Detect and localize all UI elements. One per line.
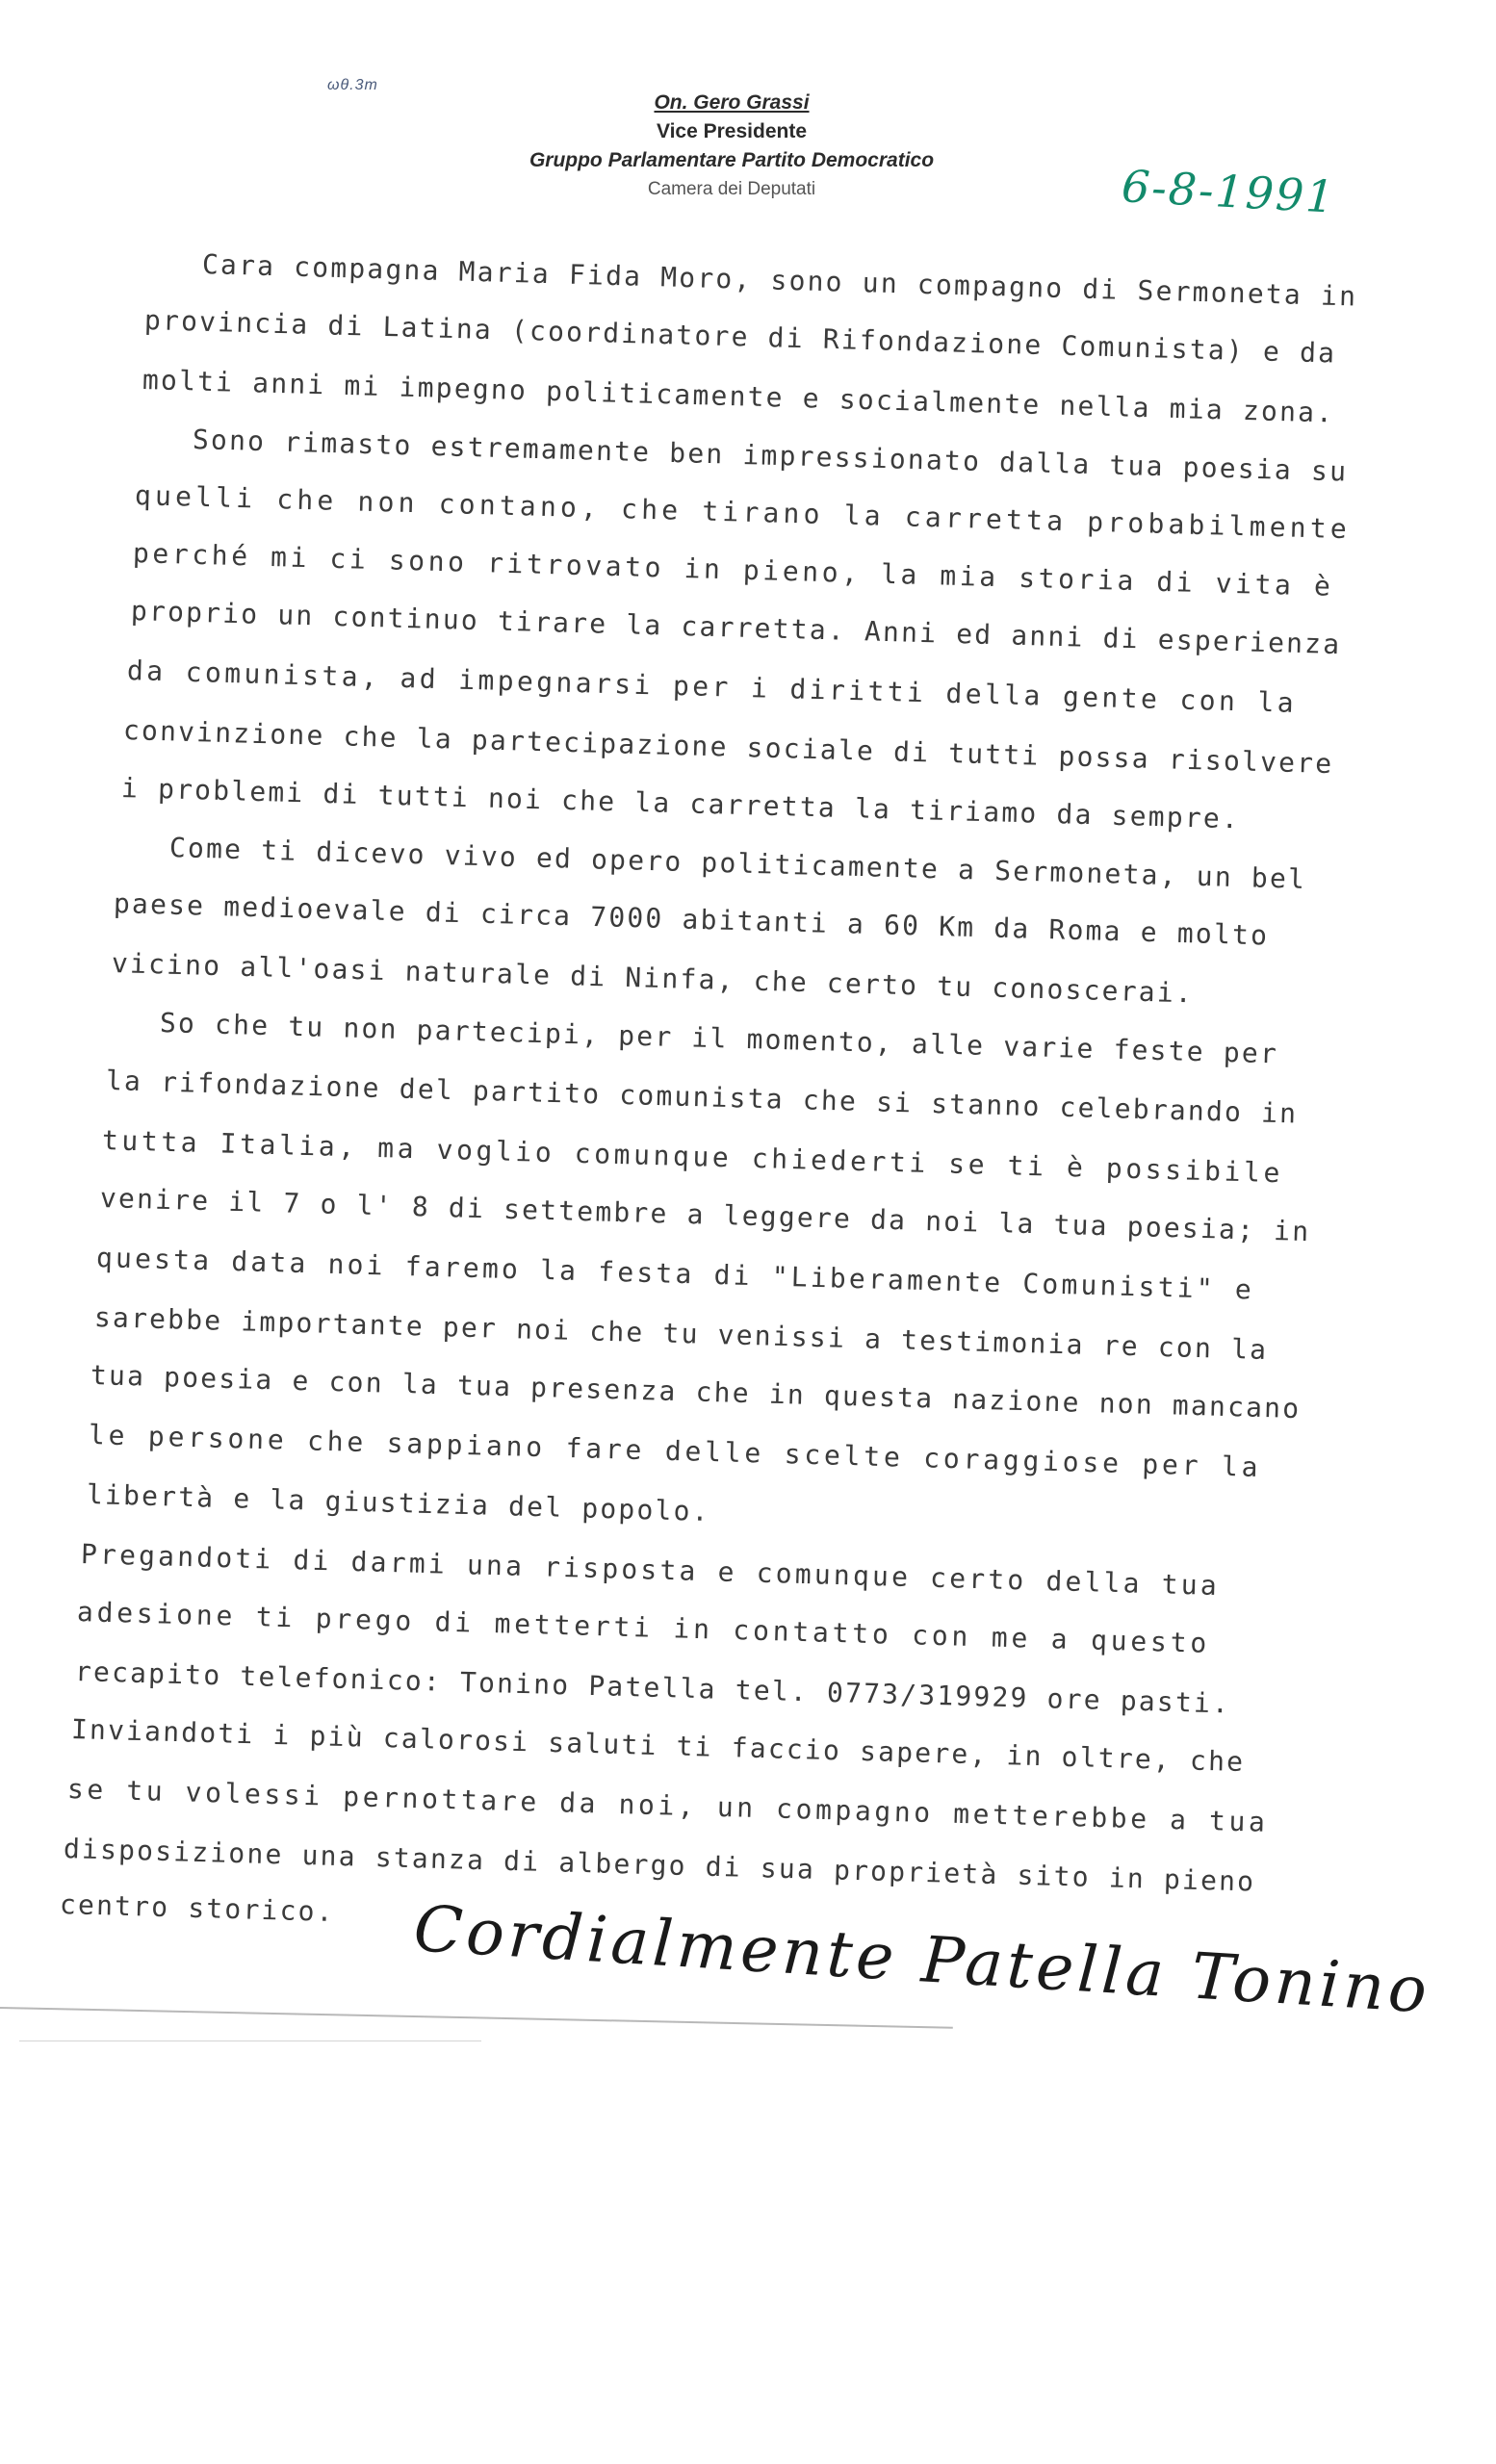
letter-line: centro storico. [59, 1888, 336, 1928]
letter-line: questa data noi faremo la festa di "Liberamente Comunisti" e [95, 1242, 1255, 1306]
handwritten-date: 6-8-1991 [1120, 160, 1337, 223]
letterhead-name: On. Gero Grassi [654, 91, 810, 114]
letter-line: tutta Italia, ma voglio comunque chiederti se ti è possibile [101, 1124, 1284, 1190]
letter-line: adesione ti prego di metterti in contatto con me a questo [76, 1596, 1211, 1659]
page-edge-line [19, 2040, 481, 2041]
letter-line: Cara compagna Maria Fida Moro, sono un compagno di Sermoneta in [201, 248, 1358, 313]
letter-line: tua poesia e con la tua presenza che in questa nazione non mancano [90, 1359, 1302, 1425]
letter-line: disposizione una stanza di albergo di sua proprietà sito in pieno [63, 1833, 1256, 1898]
letter-line: paese medioevale di circa 7000 abitanti a 60 Km da Roma e molto [113, 887, 1270, 952]
handwritten-signature: Cordialmente Patella Tonino [411, 1891, 1433, 2028]
letter-line: Come ti dicevo vivo ed opero politicamente a Sermoneta, un bel [168, 832, 1307, 895]
letter-line: sarebbe importante per noi che tu venissi a testimonia re con la [93, 1301, 1269, 1367]
letter-line: provincia di Latina (coordinatore di Rifondazione Comunista) e da [143, 304, 1337, 370]
letter-line: So che tu non partecipi, per il momento, alle varie feste per [159, 1007, 1279, 1070]
letter-line: quelli che non contano, che tirano la carretta probabilmente [134, 479, 1352, 546]
letter-line: recapito telefonico: Tonino Patella tel. 0773/319929 ore pasti. [74, 1656, 1231, 1720]
letter-line: da comunista, ad impegnarsi per i diritti della gente con la [126, 654, 1298, 719]
letterhead-house: Camera dei Deputati [647, 179, 816, 199]
letter-line: se tu volessi pernottare da noi, un compagno metterebbe a tua [66, 1773, 1269, 1838]
letter-line: venire il 7 o l' 8 di settembre a leggere da noi la tua poesia; in [99, 1182, 1311, 1248]
letter-line: libertà e la giustizia del popolo. [86, 1478, 711, 1528]
letterhead-group: Gruppo Parlamentare Partito Democratico [529, 149, 935, 171]
letterhead-role: Vice Presidente [656, 120, 808, 142]
letter-line: convinzione che la partecipazione sociale di tutti possa risolvere [122, 714, 1334, 781]
letter-line: molti anni mi impegno politicamente e socialmente nella mia zona. [142, 364, 1335, 429]
letter-line: la rifondazione del partito comunista che si stanno celebrando in [105, 1065, 1299, 1130]
letter-line: Sono rimasto estremamente ben impressionato dalla tua poesia su [192, 424, 1349, 488]
letter-line: le persone che sappiano fare delle scelte coraggiose per la [88, 1419, 1262, 1484]
letter-line: Inviandoti i più calorosi saluti ti faccio sapere, in oltre, che [70, 1713, 1246, 1779]
letter-line: i problemi di tutti noi che la carretta la tiriamo da sempre. [120, 772, 1241, 835]
header-mark: ωθ.3m [327, 77, 378, 93]
letter-line: vicino all'oasi naturale di Ninfa, che certo tu conoscerai. [111, 947, 1195, 1010]
letter-line: perché mi ci sono ritrovato in pieno, la mia storia di vita è [132, 537, 1334, 603]
letter-line: proprio un continuo tirare la carretta. Anni ed anni di esperienza [130, 595, 1342, 661]
letter-line: Pregandoti di darmi una risposta e comunque certo della tua [80, 1538, 1221, 1603]
